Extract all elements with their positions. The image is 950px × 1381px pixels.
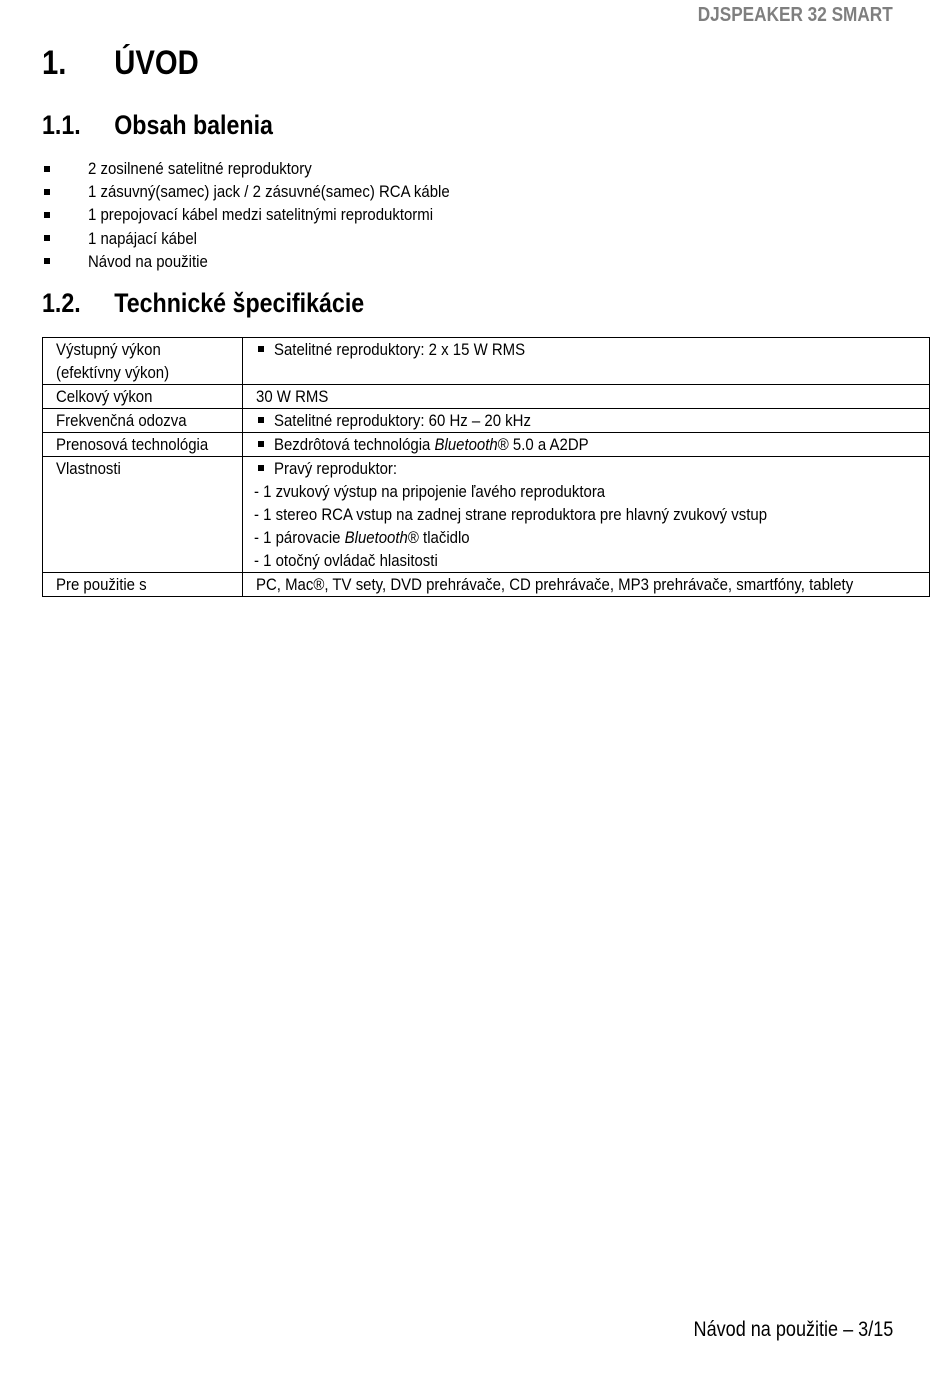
- list-item: 1 napájací kábel: [42, 227, 499, 250]
- bullet-icon: [44, 212, 50, 218]
- spec-value-output: Satelitné reproduktory: 2 x 15 W RMS: [242, 338, 929, 385]
- table-row: [43, 338, 930, 385]
- table-row: [43, 573, 930, 597]
- list-item: Návod na použitie: [42, 250, 499, 273]
- specifications-table: [42, 337, 930, 597]
- spec-label-features: Vlastnosti: [43, 457, 243, 573]
- section-1-title: ÚVOD: [114, 44, 199, 82]
- bullet-icon: [258, 346, 264, 352]
- spec-label-frequency: Frekvenčná odozva: [43, 409, 243, 433]
- table-row: [43, 385, 930, 409]
- spec-label-output: Výstupný výkon (efektívny výkon): [43, 338, 243, 385]
- list-item: 1 prepojovací kábel medzi satelitnými reproduktormi: [42, 203, 499, 226]
- section-1-number: 1.: [42, 44, 67, 82]
- bullet-icon: [44, 189, 50, 195]
- list-item: 1 zásuvný(samec) jack / 2 zásuvné(samec) RCA káble: [42, 180, 499, 203]
- package-contents-list: [42, 157, 499, 273]
- section-1-2-heading: [42, 288, 364, 319]
- section-1-1-title: Obsah balenia: [114, 110, 273, 140]
- spec-value-total: 30 W RMS: [242, 385, 929, 409]
- spec-label-technology: Prenosová technológia: [43, 433, 243, 457]
- spec-label-total: Celkový výkon: [43, 385, 243, 409]
- bullet-icon: [44, 258, 50, 264]
- section-1-2-number: 1.2.: [42, 288, 81, 318]
- bullet-icon: [258, 417, 264, 423]
- bullet-icon: [258, 441, 264, 447]
- section-1-1-heading: [42, 110, 273, 141]
- spec-value-technology: Bezdrôtová technológia Bluetooth® 5.0 a A2DP: [242, 433, 929, 457]
- section-1-heading: [42, 44, 199, 83]
- bullet-icon: [44, 166, 50, 172]
- list-item: 2 zosilnené satelitné reproduktory: [42, 157, 499, 180]
- table-row: [43, 409, 930, 433]
- header-product-name: DJSPEAKER 32 SMART: [698, 4, 893, 26]
- table-row: [43, 433, 930, 457]
- section-1-1-number: 1.1.: [42, 110, 81, 140]
- bullet-icon: [258, 465, 264, 471]
- page-footer: Návod na použitie – 3/15: [693, 1318, 893, 1341]
- spec-value-frequency: Satelitné reproduktory: 60 Hz – 20 kHz: [242, 409, 929, 433]
- spec-value-features: Pravý reproduktor: - 1 zvukový výstup na pripojenie ľavého reproduktora - 1 stereo RCA vstup na zadnej strane reproduktora pre hlavný zvukový vstup - 1 párovacie Bluetooth® tlačidlo - 1 otočný ovládač hlasitosti: [242, 457, 929, 573]
- section-1-2-title: Technické špecifikácie: [114, 288, 365, 318]
- bullet-icon: [44, 235, 50, 241]
- table-row: [43, 457, 930, 573]
- spec-value-use: PC, Mac®, TV sety, DVD prehrávače, CD prehrávače, MP3 prehrávače, smartfóny, tablety: [242, 573, 929, 597]
- spec-label-use: Pre použitie s: [43, 573, 243, 597]
